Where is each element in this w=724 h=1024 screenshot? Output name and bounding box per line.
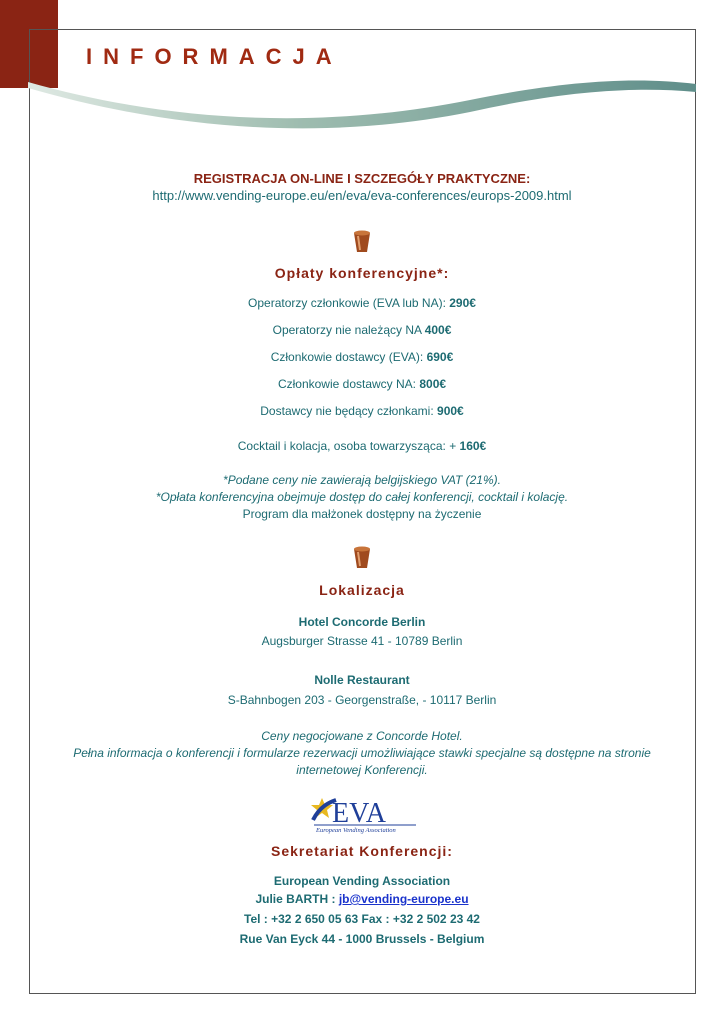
- fee-price: 800€: [419, 377, 447, 391]
- secretariat-phone: Tel : +32 2 650 05 63 Fax : +32 2 502 23 42: [244, 912, 480, 926]
- hotel-name: Hotel Concorde Berlin: [298, 615, 426, 629]
- secretariat-heading: Sekretariat Konferencji:: [271, 843, 453, 859]
- secretariat-contact: [36, 892, 688, 906]
- fee-price: 400€: [424, 323, 452, 337]
- registration-url[interactable]: http://www.vending-europe.eu/en/eva/eva-conferences/europs-2009.html: [152, 188, 572, 203]
- fee-price: 690€: [426, 350, 454, 364]
- fee-label: Operatorzy członkowie (EVA lub NA):: [248, 296, 450, 310]
- cocktail-label: Cocktail i kolacja, osoba towarzysząca: +: [237, 439, 460, 453]
- fee-label: Członkowie dostawcy (EVA):: [270, 350, 427, 364]
- fee-row: [36, 377, 688, 391]
- page-title: INFORMACJA: [86, 44, 343, 69]
- restaurant-name: Nolle Restaurant: [314, 673, 410, 687]
- eva-logo-subtitle: European Vending Association: [316, 827, 396, 834]
- cup-icon: [352, 230, 372, 254]
- fee-row: [36, 296, 688, 310]
- fees-note-spouse: Program dla małżonek dostępny na życzenie: [242, 507, 482, 521]
- fee-price: 900€: [437, 404, 464, 418]
- fees-note-access: *Opłata konferencyjna obejmuje dostęp do całej konferencji, cocktail i kolację.: [155, 490, 569, 504]
- location-note-info: Pełna informacja o konferencji i formularze rezerwacji umożliwiające stawki specjalne są dostępne na stronie internetowej Konferencji.: [73, 746, 651, 777]
- cup-icon: [352, 546, 372, 570]
- location-heading: Lokalizacja: [319, 582, 405, 598]
- eva-logo: [310, 796, 420, 834]
- fee-label: Operatorzy nie należący NA: [272, 323, 425, 337]
- fee-price: 290€: [449, 296, 476, 310]
- header-swoosh: [0, 70, 724, 140]
- cocktail-price: 160€: [459, 439, 487, 453]
- contact-name: Julie BARTH :: [255, 892, 339, 906]
- fees-heading: Opłaty konferencyjne*:: [274, 265, 450, 281]
- fee-label: Członkowie dostawcy NA:: [277, 377, 420, 391]
- svg-text:EVA: EVA: [332, 798, 386, 829]
- fee-label: Dostawcy nie będący członkami:: [260, 404, 438, 418]
- fee-row: [36, 323, 688, 337]
- email-link[interactable]: jb@vending-europe.eu: [338, 892, 469, 906]
- cocktail-row: [36, 439, 688, 453]
- fee-row: [36, 350, 688, 364]
- secretariat-org: European Vending Association: [273, 874, 451, 888]
- fee-row: [36, 404, 688, 418]
- hotel-address: Augsburger Strasse 41 - 10789 Berlin: [261, 634, 463, 648]
- secretariat-address: Rue Van Eyck 44 - 1000 Brussels - Belgium: [239, 932, 485, 946]
- location-note-hotel: Ceny negocjowane z Concorde Hotel.: [261, 729, 463, 743]
- fees-note-vat: *Podane ceny nie zawierają belgijskiego VAT (21%).: [223, 473, 501, 487]
- registration-heading: REGISTRACJA ON-LINE I SZCZEGÓŁY PRAKTYCZNE:: [193, 171, 531, 186]
- restaurant-address: S-Bahnbogen 203 - Georgenstraße, - 10117 Berlin: [227, 693, 497, 707]
